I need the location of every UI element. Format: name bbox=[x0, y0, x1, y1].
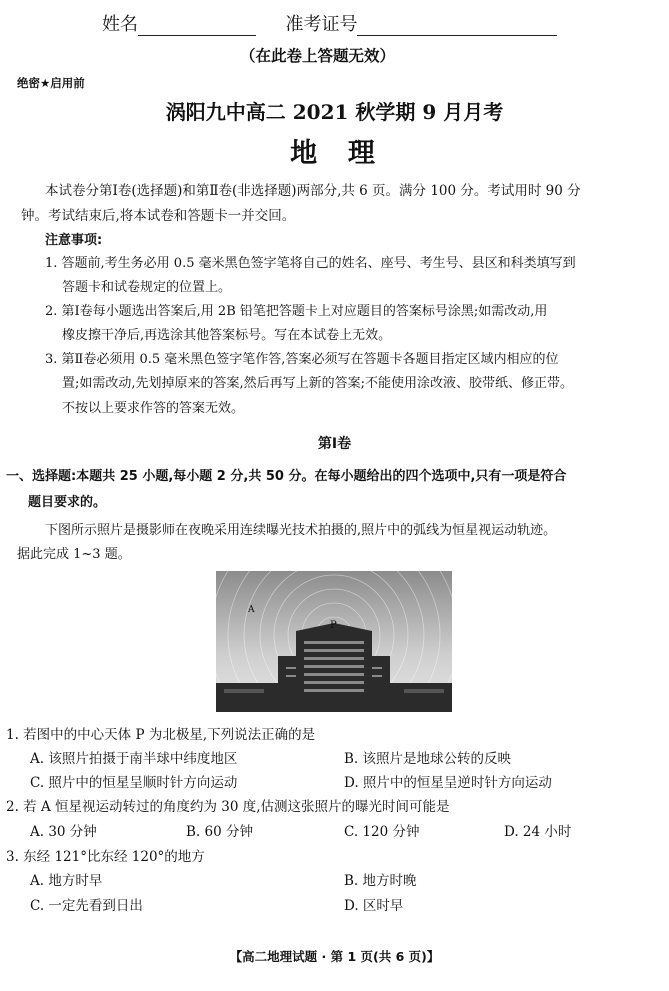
photo-label-a: A bbox=[248, 605, 255, 615]
notice-3-line-3: 不按以上要求作答的答案无效。 bbox=[62, 401, 245, 416]
notice-1-line-2: 答题卡和试卷规定的位置上。 bbox=[62, 280, 232, 295]
intro-line-2: 钟。考试结束后,将本试卷和答题卡一并交回。 bbox=[21, 208, 296, 224]
photo-label-p: P bbox=[330, 620, 337, 631]
section-intro-line-1: 一、选择题:本题共 25 小题,每小题 2 分,共 50 分。在每小题给出的四个选项中,只有一项是符合 bbox=[6, 469, 567, 484]
star-trail-photo bbox=[216, 571, 452, 712]
notice-heading: 注意事项: bbox=[45, 233, 103, 248]
name-blank bbox=[138, 17, 256, 36]
id-label: 准考证号 bbox=[285, 14, 358, 35]
section-intro-line-2: 题目要求的。 bbox=[28, 495, 107, 510]
question-3-option-a: A. 地方时早 bbox=[30, 873, 103, 889]
question-3-option-c: C. 一定先看到日出 bbox=[30, 898, 143, 914]
part-title: 第Ⅰ卷 bbox=[317, 436, 352, 452]
question-2-option-b: B. 60 分钟 bbox=[186, 824, 253, 840]
notice-3-line-1: 3. 第Ⅱ卷必须用 0.5 毫米黑色签字笔作答,答案必须写在答题卡各题目指定区域内相应的位 bbox=[45, 352, 559, 367]
page-footer: 【高二地理试题 · 第 1 页(共 6 页)】 bbox=[229, 949, 440, 964]
secret-label: 绝密★启用前 bbox=[17, 76, 85, 90]
exam-title: 涡阳九中高二 2021 秋学期 9 月月考 bbox=[165, 100, 504, 124]
material-line-1: 下图所示照片是摄影师在夜晚采用连续曝光技术拍摄的,照片中的弧线为恒星视运动轨迹。 bbox=[45, 523, 557, 538]
question-1-option-a: A. 该照片拍摄于南半球中纬度地区 bbox=[30, 751, 238, 767]
notice-2-line-2: 橡皮擦干净后,再选涂其他答案标号。写在本试卷上无效。 bbox=[62, 328, 392, 343]
name-label: 姓名 bbox=[102, 14, 138, 35]
question-2-option-c: C. 120 分钟 bbox=[344, 824, 420, 840]
question-1-option-d: D. 照片中的恒星呈逆时针方向运动 bbox=[344, 775, 552, 791]
question-2-option-d: D. 24 小时 bbox=[504, 824, 572, 840]
intro-line-1: 本试卷分第Ⅰ卷(选择题)和第Ⅱ卷(非选择题)两部分,共 6 页。满分 100 分。考试用时 90 分 bbox=[45, 183, 581, 199]
question-3-option-b: B. 地方时晚 bbox=[344, 873, 417, 889]
question-3-option-d: D. 区时早 bbox=[344, 898, 404, 914]
invalid-note: （在此卷上答题无效） bbox=[240, 47, 396, 65]
question-1-stem: 1. 若图中的中心天体 P 为北极星,下列说法正确的是 bbox=[6, 727, 316, 743]
id-blank bbox=[357, 17, 557, 36]
notice-3-line-2: 置;如需改动,先划掉原来的答案,然后再写上新的答案;不能使用涂改液、胶带纸、修正带。 bbox=[62, 376, 574, 391]
question-1-option-c: C. 照片中的恒星呈顺时针方向运动 bbox=[30, 775, 238, 791]
subject-title: 地 理 bbox=[290, 138, 379, 169]
question-2-stem: 2. 若 A 恒星视运动转过的角度约为 30 度,估测这张照片的曝光时间可能是 bbox=[6, 799, 450, 815]
question-1-option-b: B. 该照片是地球公转的反映 bbox=[344, 751, 512, 767]
question-3-stem: 3. 东经 121°比东经 120°的地方 bbox=[6, 849, 205, 865]
question-2-option-a: A. 30 分钟 bbox=[30, 824, 97, 840]
notice-2-line-1: 2. 第Ⅰ卷每小题选出答案后,用 2B 铅笔把答题卡上对应题目的答案标号涂黑;如需改动,用 bbox=[45, 304, 548, 319]
notice-1-line-1: 1. 答题前,考生务必用 0.5 毫米黑色签字笔将自己的姓名、座号、考生号、县区和科类填写到 bbox=[45, 256, 576, 271]
candidate-info bbox=[102, 10, 557, 36]
material-line-2: 据此完成 1~3 题。 bbox=[17, 547, 131, 562]
